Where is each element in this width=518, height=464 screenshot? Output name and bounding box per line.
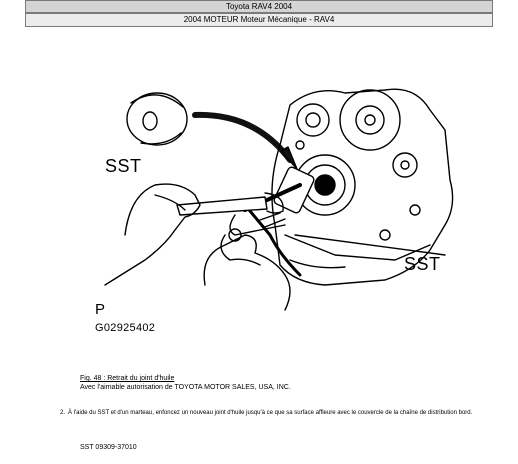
wrench bbox=[177, 193, 283, 215]
sst-label-top: SST bbox=[105, 156, 142, 176]
caption-credit: Avec l'aimable autorisation de TOYOTA MOTOR SALES, USA, INC. bbox=[80, 384, 291, 391]
manual-title-bar bbox=[25, 0, 493, 13]
section-title-bar bbox=[25, 13, 493, 27]
sst-part-number: SST 09309-37010 bbox=[80, 444, 137, 451]
manual-title: Toyota RAV4 2004 bbox=[225, 2, 293, 11]
oil-seal-removal-illustration bbox=[85, 85, 465, 315]
insertion-arrow bbox=[195, 115, 290, 160]
step-text: À l'aide du SST et d'un marteau, enfoncez un nouveau joint d'huile jusqu'à ce que sa surface affleure avec le couvercle de la chaîne de distribution bord. bbox=[68, 410, 473, 416]
instruction-step bbox=[60, 409, 508, 418]
step-number: 2. bbox=[60, 410, 66, 416]
figure-caption bbox=[80, 374, 291, 392]
sst-label-right: SST bbox=[404, 254, 441, 274]
figure-p-label: P bbox=[95, 301, 106, 318]
sst-tool-part bbox=[127, 93, 187, 145]
left-hand bbox=[105, 184, 200, 285]
section-title: 2004 MOTEUR Moteur Mécanique - RAV4 bbox=[183, 15, 335, 24]
caption-title: Fig. 48 : Retrait du joint d'huile bbox=[80, 375, 175, 382]
figure-code: G02925402 bbox=[95, 322, 156, 334]
